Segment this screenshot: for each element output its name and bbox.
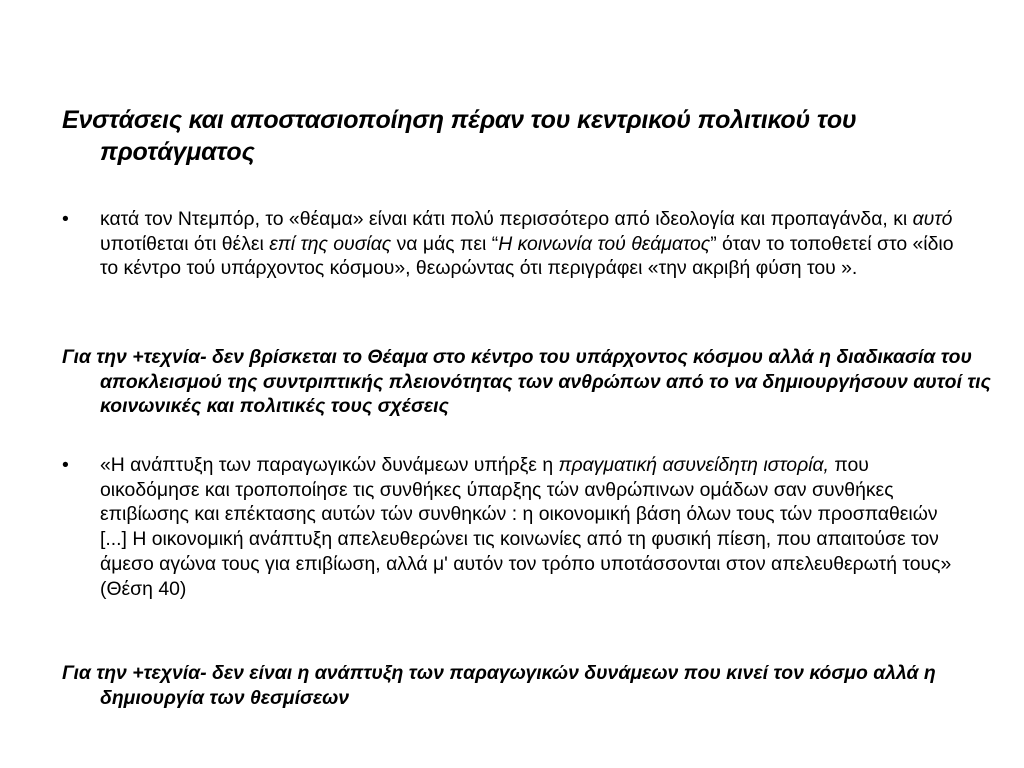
- bullet2-part1: «Η ανάπτυξη των παραγωγικών δυνάμεων υπήρξε η: [100, 454, 559, 476]
- bullet1-italic-ousia: επί της ουσίας: [269, 232, 392, 255]
- subheading-spectacle: Για την +τεχνία- δεν βρίσκεται το Θέαμα στο κέντρο του υπάρχοντος κόσμου αλλά η διαδικασία του αποκλεισμού της συντριπτικής πλειονότητας των ανθρώπων από το να δημιουργήσουν αυτοί τις κοινωνικές και πολιτικές τους σχέσεις: [62, 346, 991, 418]
- bullet1-part1: κατά τον Ντεμπόρ, το «θέαμα» είναι κάτι πολύ περισσότερο από ιδεολογία και προπαγάνδα, κι: [100, 208, 913, 230]
- bullet2-part3: που οικοδόμησε και τροποποίησε τις συνθήκες ύπαρξης τών ανθρώπινων ομάδων σαν συνθήκες επιβίωσης και επέκτασης αυτών τών συνθηκών : η οικονομική βάση όλων τους τών προσπαθειών [...] Η οικονομική ανάπτυξη απελευθερώνει τις κοινωνίες από τη φυσική πίεση, που απαιτούσε τον άμεσο αγώνα τους για επιβίωση, αλλά μ' αυτόν τον τρόπο υποτάσσονται στον απελευθερωτή τους» (Θέση 40): [100, 454, 952, 600]
- bullet1-part7: ” όταν το τοποθετεί στο «ίδιο το κέντρο τού υπάρχοντος κόσμου», θεωρώντας ότι περιγράφει «την ακριβή φύση του ».: [100, 232, 954, 280]
- bullet-text: [100, 207, 962, 281]
- bullet-text: [100, 453, 962, 601]
- bullet1-part3: υποτίθεται ότι θέλει: [100, 232, 270, 255]
- bullet-icon: •: [62, 454, 69, 476]
- slide-heading: Ενστάσεις και αποστασιοποίηση πέραν του κεντρικού πολιτικού του προτάγματος: [62, 106, 857, 166]
- bullet1-italic-auto: αυτό: [912, 208, 953, 230]
- bullet-item-debord: [62, 207, 962, 281]
- bullet1-italic-title: Η κοινωνία τού θεάματος: [498, 232, 711, 255]
- bullet-icon: •: [62, 208, 69, 230]
- subheading-institutions: Για την +τεχνία- δεν είναι η ανάπτυξη των παραγωγικών δυνάμεων που κινεί τον κόσμο αλλά η δημιουργία των θεσμίσεων: [62, 662, 936, 709]
- bullet2-italic-history: πραγματική ασυνείδητη ιστορία,: [558, 454, 829, 476]
- bullet1-part5: να μάς πει “: [391, 232, 499, 255]
- bullet-item-quote-thesis-40: [62, 453, 962, 601]
